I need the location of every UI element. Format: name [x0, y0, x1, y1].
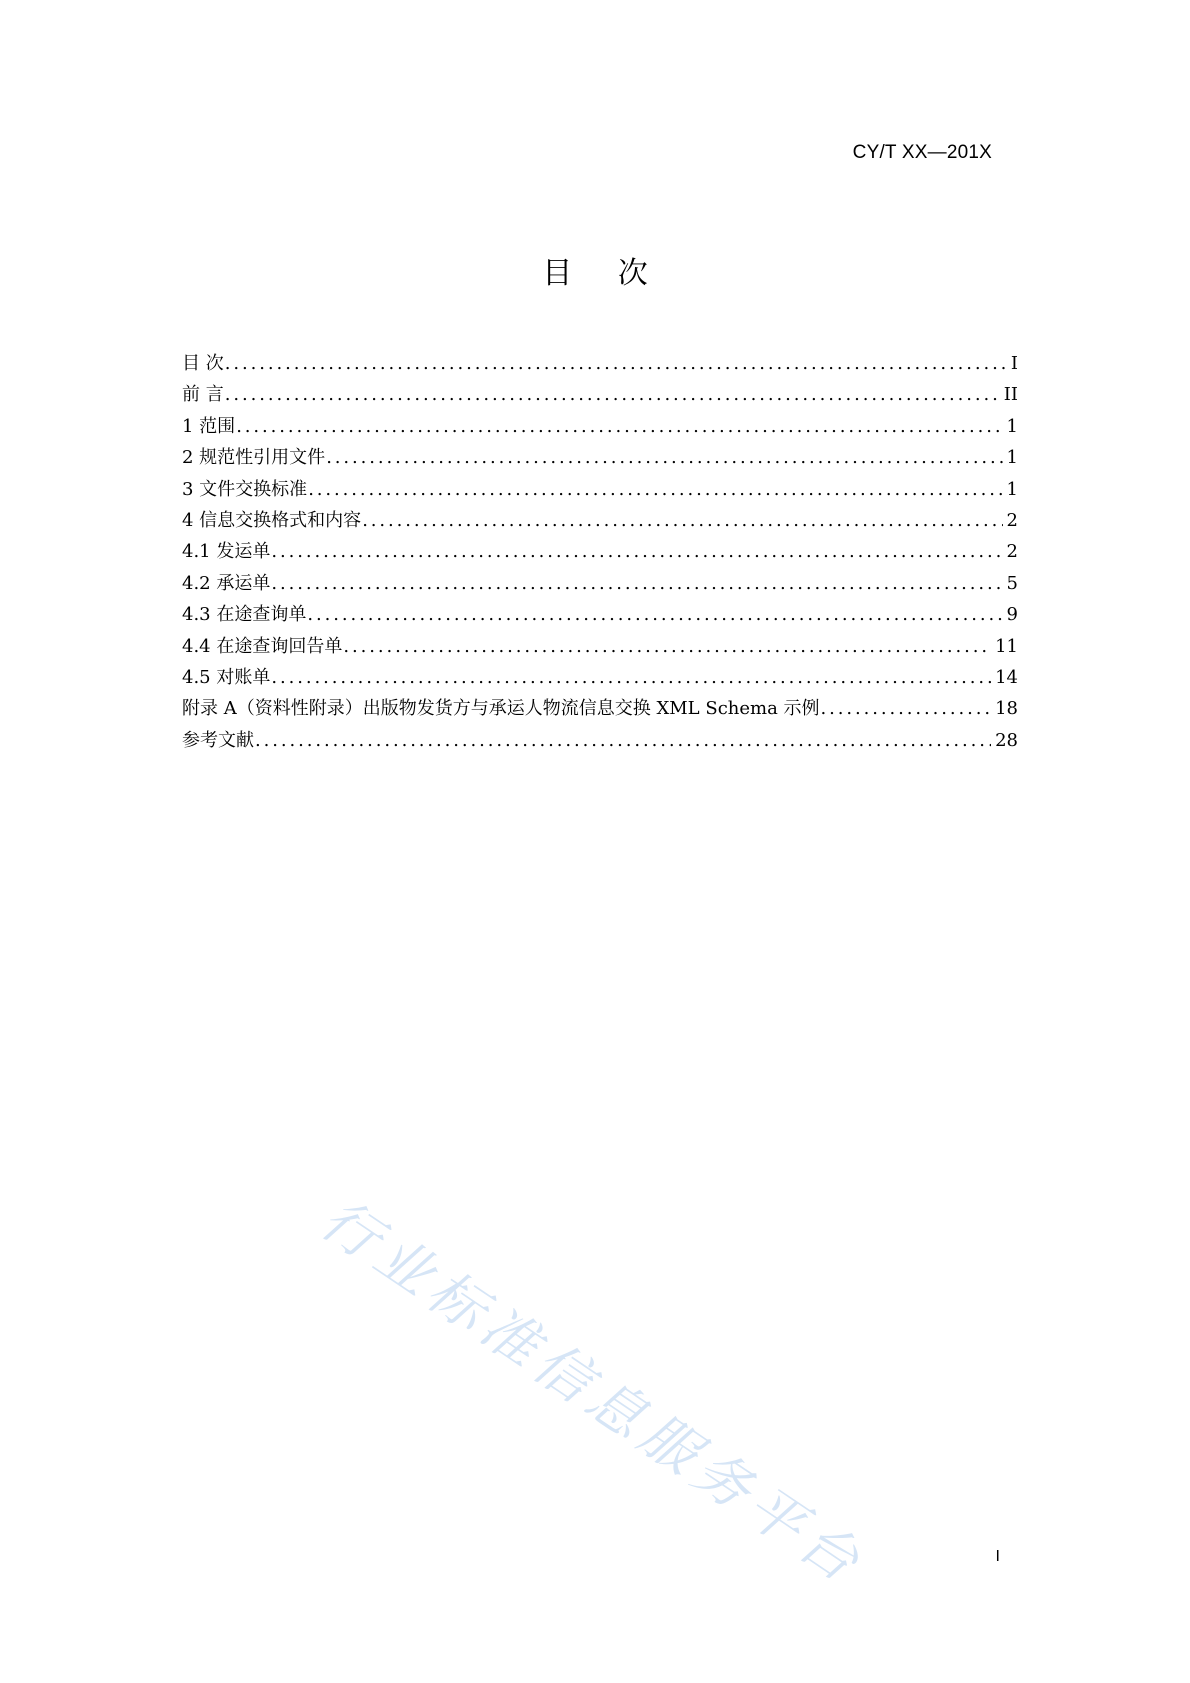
toc-entry-label: 3 文件交换标准 — [182, 478, 308, 500]
page-number: I — [995, 1548, 1000, 1565]
toc-entry[interactable] — [182, 662, 1018, 693]
toc-entry-label: 2 规范性引用文件 — [182, 447, 326, 469]
dot-leader — [362, 505, 1002, 536]
watermark: 行业标准信息服务平台 — [309, 1186, 877, 1599]
toc-entry-page: 9 — [1006, 604, 1018, 626]
toc-entry-page: 2 — [1006, 541, 1018, 563]
toc-entry-label: 4.4 在途查询回告单 — [182, 635, 343, 657]
toc-entry-label: 1 范围 — [182, 415, 236, 437]
dot-leader — [271, 662, 991, 693]
dot-leader — [343, 631, 991, 662]
dot-leader — [326, 442, 1002, 473]
toc-entry[interactable] — [182, 536, 1018, 567]
dot-leader — [308, 474, 1002, 505]
dot-leader — [307, 599, 1002, 630]
toc-entry-page: 28 — [995, 729, 1018, 751]
toc-entry-page: 2 — [1006, 509, 1018, 531]
toc-entry[interactable] — [182, 411, 1018, 442]
toc-entry[interactable] — [182, 693, 1018, 724]
dot-leader — [255, 725, 991, 756]
toc-entry-page: 5 — [1006, 572, 1018, 594]
toc-entry-page: 11 — [995, 635, 1018, 657]
toc-entry-label: 目 次 — [182, 353, 224, 374]
dot-leader — [225, 348, 1007, 379]
toc-entry-page: 1 — [1006, 447, 1018, 469]
toc-entry-page: 1 — [1006, 478, 1018, 500]
toc-entry-page: I — [1010, 353, 1018, 374]
toc-entry[interactable] — [182, 725, 1018, 756]
toc-entry[interactable] — [182, 568, 1018, 599]
toc-entry-label: 4.3 在途查询单 — [182, 604, 307, 626]
toc-entry[interactable] — [182, 505, 1018, 536]
dot-leader — [225, 379, 1000, 410]
toc-entry-label: 参考文献 — [182, 729, 254, 751]
toc-entry[interactable] — [182, 599, 1018, 630]
toc-entry-page: 18 — [995, 698, 1018, 720]
document-code: CY/T XX—201X — [852, 142, 992, 163]
toc-entry-label: 4.2 承运单 — [182, 572, 271, 594]
toc-entry-label: 4.1 发运单 — [182, 541, 271, 563]
toc-entry-page: 14 — [995, 666, 1018, 688]
dot-leader — [271, 536, 1002, 567]
toc-entry-label: 附录 A（资料性附录）出版物发货方与承运人物流信息交换 XML Schema 示例 — [182, 698, 820, 720]
toc-entry[interactable] — [182, 379, 1018, 410]
toc-entry-label: 4.5 对账单 — [182, 666, 271, 688]
table-of-contents — [182, 348, 1018, 756]
dot-leader — [236, 411, 1002, 442]
toc-entry-page: 1 — [1006, 415, 1018, 437]
toc-entry-label: 前 言 — [182, 384, 224, 406]
toc-entry-label: 4 信息交换格式和内容 — [182, 509, 362, 531]
toc-entry[interactable] — [182, 442, 1018, 473]
toc-entry[interactable] — [182, 474, 1018, 505]
toc-entry[interactable] — [182, 631, 1018, 662]
toc-entry[interactable] — [182, 348, 1018, 379]
dot-leader — [271, 568, 1002, 599]
toc-entry-page: II — [1003, 384, 1018, 406]
toc-title: 目 次 — [542, 256, 666, 291]
dot-leader — [821, 693, 992, 724]
